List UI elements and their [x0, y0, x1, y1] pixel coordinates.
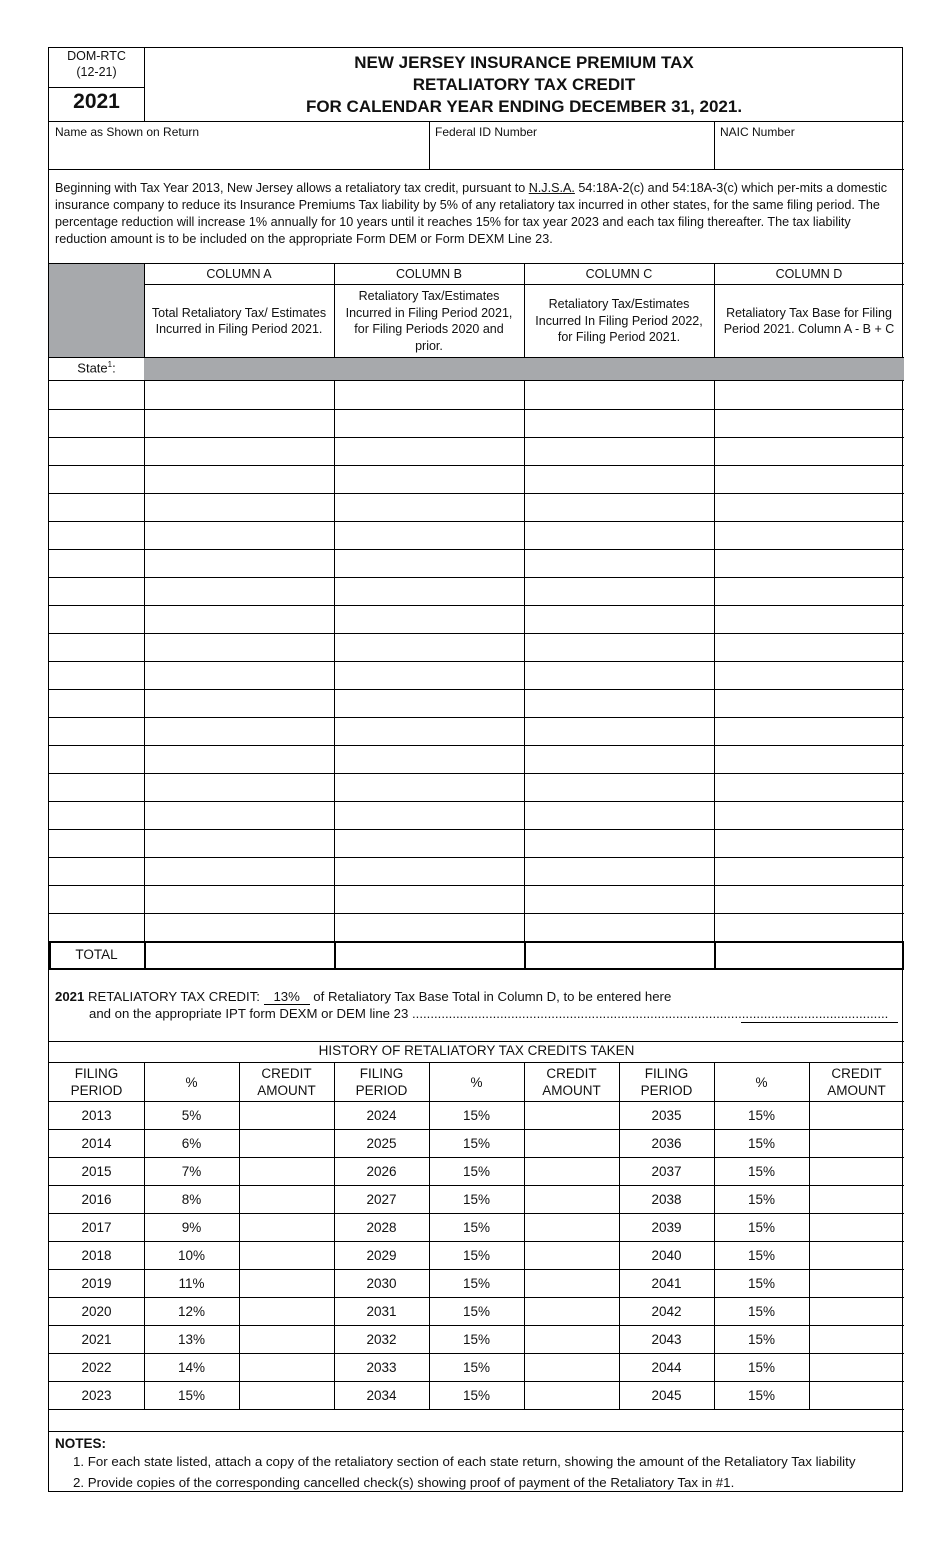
form-revision: (12-21) [76, 65, 117, 79]
filing-period-cell: 2026 [366, 1164, 397, 1179]
state-cell[interactable] [50, 885, 143, 912]
filing-period-cell: 2035 [651, 1108, 682, 1123]
filing-period-cell: 2044 [651, 1360, 682, 1375]
percent-cell: 15% [747, 1248, 776, 1263]
instructions-text-2: 54:18A-2(c) and 54:18A-3(c) which per-mits a domestic insurance company to reduce its Insurance Premiums Tax liability by 5% of any retaliatory tax incurred in other states, for the same filing period. The percentage reduction will increase 1% annually for 10 years until it reaches 15% for tax year 2023 and each tax filing thereafter. The tax liability reduction amount is to be included on the appropriate Form DEM or Form DEXM Line 23. [55, 181, 888, 246]
credit-amount-cell[interactable] [810, 1214, 903, 1241]
percent-cell: 7% [181, 1164, 202, 1179]
percent-cell: 9% [181, 1220, 202, 1235]
credit-amount-header: CREDIT AMOUNT [827, 1066, 886, 1098]
history-row-divider [49, 1409, 904, 1410]
amount-cell-d[interactable] [715, 633, 903, 660]
history-column-divider [334, 1062, 335, 1409]
amount-cell-a[interactable] [145, 577, 333, 604]
state-row [49, 689, 904, 717]
state-cell[interactable] [50, 801, 143, 828]
corner-shading [49, 264, 144, 357]
percent-cell: 15% [462, 1192, 491, 1207]
percent-cell: 15% [462, 1332, 491, 1347]
title-line-3: FOR CALENDAR YEAR ENDING DECEMBER 31, 2021. [305, 97, 743, 116]
credit-percent: 13% [264, 989, 310, 1005]
column-description-c: Retaliatory Tax/Estimates Incurred In Filing Period 2022, for Filing Period 2021. [535, 297, 703, 345]
filing-period-cell: 2036 [651, 1136, 682, 1151]
amount-cell-c[interactable] [525, 689, 713, 716]
state-row [49, 829, 904, 857]
state-cell[interactable] [50, 857, 143, 884]
amount-cell-a[interactable] [145, 913, 333, 940]
amount-cell-b[interactable] [335, 913, 523, 940]
amount-cell-b[interactable] [335, 577, 523, 604]
filing-period-cell: 2015 [81, 1164, 112, 1179]
amount-cell-b[interactable] [335, 745, 523, 772]
credit-amount-cell[interactable] [810, 1186, 903, 1213]
note-1: 1. For each state listed, attach a copy of the retaliatory section of each state return, showing the amount of the Retaliatory Tax liability [73, 1454, 856, 1469]
amount-cell-a[interactable] [145, 633, 333, 660]
credit-amount-cell[interactable] [240, 1130, 333, 1157]
state-row [49, 381, 904, 409]
total-cell-a[interactable] [147, 944, 331, 967]
column-heading-d: COLUMN D [775, 267, 843, 281]
form-title [144, 52, 904, 118]
state-cell[interactable] [50, 577, 143, 604]
filing-period-header: FILING PERIOD [70, 1066, 123, 1098]
form-dom-rtc [48, 47, 903, 1492]
percent-cell: 15% [747, 1220, 776, 1235]
amount-cell-b[interactable] [335, 437, 523, 464]
state-cell[interactable] [50, 409, 143, 436]
history-column-divider [619, 1062, 620, 1409]
amount-cell-c[interactable] [525, 717, 713, 744]
naic-label: NAIC Number [720, 125, 795, 139]
amount-cell-d[interactable] [715, 857, 903, 884]
state-cell[interactable] [50, 633, 143, 660]
title-line-2: RETALIATORY TAX CREDIT [412, 75, 636, 94]
credit-amount-cell[interactable] [525, 1130, 618, 1157]
credit-amount-field[interactable] [741, 1004, 898, 1023]
amount-cell-c[interactable] [525, 549, 713, 576]
amount-cell-b[interactable] [335, 661, 523, 688]
state-cell[interactable] [50, 913, 143, 940]
percent-cell: 15% [462, 1304, 491, 1319]
filing-period-cell: 2039 [651, 1220, 682, 1235]
amount-cell-b[interactable] [335, 605, 523, 632]
amount-cell-d[interactable] [715, 773, 903, 800]
history-column-divider [239, 1062, 240, 1409]
amount-cell-a[interactable] [145, 437, 333, 464]
filing-period-cell: 2025 [366, 1136, 397, 1151]
filing-period-cell: 2019 [81, 1276, 112, 1291]
statute-reference: N.J.S.A. [528, 181, 575, 195]
total-divider [334, 941, 336, 970]
filing-period-cell: 2040 [651, 1248, 682, 1263]
credit-amount-cell[interactable] [525, 1354, 618, 1381]
form-year: 2021 [73, 90, 120, 113]
credit-line [55, 988, 671, 1006]
amount-cell-c[interactable] [525, 409, 713, 436]
credit-line-2-text: and on the appropriate IPT form DEXM or DEM line 23 [89, 1006, 409, 1021]
amount-cell-a[interactable] [145, 857, 333, 884]
column-divider [334, 380, 335, 941]
filing-period-cell: 2041 [651, 1276, 682, 1291]
percent-cell: 15% [462, 1388, 491, 1403]
amount-cell-d[interactable] [715, 493, 903, 520]
amount-cell-d[interactable] [715, 661, 903, 688]
amount-cell-c[interactable] [525, 493, 713, 520]
percent-cell: 15% [747, 1192, 776, 1207]
column-heading-a: COLUMN A [206, 267, 272, 281]
instructions-text-1: Beginning with Tax Year 2013, New Jersey allows a retaliatory tax credit, pursuant to [55, 181, 529, 195]
percent-cell: 15% [747, 1388, 776, 1403]
credit-amount-cell[interactable] [240, 1186, 333, 1213]
filing-period-cell: 2032 [366, 1332, 397, 1347]
filing-period-cell: 2013 [81, 1108, 112, 1123]
percent-header: % [755, 1074, 768, 1090]
column-divider [524, 263, 525, 357]
amount-cell-b[interactable] [335, 717, 523, 744]
credit-amount-cell[interactable] [810, 1158, 903, 1185]
credit-amount-cell[interactable] [810, 1326, 903, 1353]
amount-cell-b[interactable] [335, 549, 523, 576]
filing-period-cell: 2034 [366, 1388, 397, 1403]
credit-amount-cell[interactable] [810, 1130, 903, 1157]
state-cell[interactable] [50, 661, 143, 688]
amount-cell-d[interactable] [715, 577, 903, 604]
fein-label: Federal ID Number [435, 125, 538, 139]
filing-period-header: FILING PERIOD [640, 1066, 693, 1098]
amount-cell-a[interactable] [145, 689, 333, 716]
amount-cell-c[interactable] [525, 605, 713, 632]
credit-amount-cell[interactable] [525, 1242, 618, 1269]
credit-amount-cell[interactable] [240, 1326, 333, 1353]
state-row [49, 409, 904, 437]
state-cell[interactable] [50, 493, 143, 520]
state-cell[interactable] [50, 829, 143, 856]
credit-amount-cell[interactable] [525, 1186, 618, 1213]
amount-cell-c[interactable] [525, 857, 713, 884]
filing-period-cell: 2016 [81, 1192, 112, 1207]
name-label: Name as Shown on Return [55, 125, 200, 139]
history-column-divider [144, 1062, 145, 1409]
amount-cell-d[interactable] [715, 381, 903, 408]
amount-cell-a[interactable] [145, 521, 333, 548]
form-id-block [49, 48, 144, 80]
amount-cell-c[interactable] [525, 381, 713, 408]
credit-amount-cell[interactable] [525, 1214, 618, 1241]
column-heading-c: COLUMN C [585, 267, 653, 281]
amount-cell-c[interactable] [525, 521, 713, 548]
percent-cell: 15% [177, 1388, 206, 1403]
amount-cell-a[interactable] [145, 493, 333, 520]
amount-cell-d[interactable] [715, 465, 903, 492]
credit-amount-cell[interactable] [240, 1158, 333, 1185]
amount-cell-c[interactable] [525, 437, 713, 464]
state-row [49, 633, 904, 661]
filing-period-header: FILING PERIOD [355, 1066, 408, 1098]
credit-amount-cell[interactable] [810, 1382, 903, 1409]
percent-cell: 15% [747, 1136, 776, 1151]
credit-amount-cell[interactable] [810, 1354, 903, 1381]
amount-cell-d[interactable] [715, 521, 903, 548]
percent-cell: 15% [462, 1136, 491, 1151]
column-description-b: Retaliatory Tax/Estimates Incurred in Filing Period 2021, for Filing Periods 2020 and prior. [345, 289, 513, 353]
state-cell[interactable] [50, 549, 143, 576]
amount-cell-b[interactable] [335, 465, 523, 492]
filing-period-cell: 2042 [651, 1304, 682, 1319]
amount-cell-a[interactable] [145, 829, 333, 856]
percent-cell: 15% [462, 1248, 491, 1263]
amount-cell-d[interactable] [715, 829, 903, 856]
credit-amount-header: CREDIT AMOUNT [257, 1066, 316, 1098]
credit-amount-cell[interactable] [240, 1270, 333, 1297]
form-id: DOM-RTC [67, 49, 126, 63]
column-divider [334, 263, 335, 357]
amount-cell-b[interactable] [335, 521, 523, 548]
state-cell[interactable] [50, 381, 143, 408]
column-description-d: Retaliatory Tax Base for Filing Period 2021. Column A - B + C [723, 305, 895, 336]
state-row [49, 717, 904, 745]
amount-cell-d[interactable] [715, 801, 903, 828]
column-heading-b: COLUMN B [396, 267, 462, 281]
state-cell[interactable] [50, 717, 143, 744]
amount-cell-b[interactable] [335, 857, 523, 884]
column-divider [144, 263, 145, 357]
percent-cell: 15% [747, 1164, 776, 1179]
amount-cell-c[interactable] [525, 745, 713, 772]
state-cell[interactable] [50, 773, 143, 800]
amount-cell-a[interactable] [145, 409, 333, 436]
filing-period-cell: 2043 [651, 1332, 682, 1347]
credit-amount-cell[interactable] [525, 1326, 618, 1353]
credit-amount-cell[interactable] [525, 1270, 618, 1297]
amount-cell-a[interactable] [145, 745, 333, 772]
credit-amount-cell[interactable] [810, 1242, 903, 1269]
history-column-divider [429, 1062, 430, 1409]
state-row [49, 857, 904, 885]
amount-cell-d[interactable] [715, 689, 903, 716]
amount-cell-c[interactable] [525, 885, 713, 912]
credit-amount-cell[interactable] [240, 1242, 333, 1269]
credit-amount-header: CREDIT AMOUNT [542, 1066, 601, 1098]
instructions-paragraph [55, 180, 900, 248]
percent-cell: 8% [181, 1192, 202, 1207]
state-row [49, 493, 904, 521]
credit-amount-cell[interactable] [525, 1102, 618, 1129]
credit-suffix: of Retaliatory Tax Base Total in Column D, to be entered here [309, 989, 672, 1004]
filing-period-cell: 2037 [651, 1164, 682, 1179]
total-cell-c[interactable] [527, 944, 711, 967]
state-row [49, 801, 904, 829]
amount-cell-b[interactable] [335, 773, 523, 800]
history-column-divider [809, 1062, 810, 1409]
amount-cell-b[interactable] [335, 633, 523, 660]
filing-period-cell: 2023 [81, 1388, 112, 1403]
dot-leader: .................................................................................................................................. [412, 1006, 889, 1021]
percent-cell: 12% [177, 1304, 206, 1319]
amount-cell-d[interactable] [715, 605, 903, 632]
amount-cell-a[interactable] [145, 381, 333, 408]
filing-period-cell: 2029 [366, 1248, 397, 1263]
credit-amount-cell[interactable] [240, 1354, 333, 1381]
total-cell-b[interactable] [337, 944, 521, 967]
percent-cell: 15% [462, 1220, 491, 1235]
amount-cell-a[interactable] [145, 801, 333, 828]
credit-amount-cell[interactable] [525, 1382, 618, 1409]
percent-cell: 15% [747, 1360, 776, 1375]
percent-cell: 15% [462, 1108, 491, 1123]
state-row [49, 577, 904, 605]
amount-cell-a[interactable] [145, 605, 333, 632]
state-row [49, 605, 904, 633]
amount-cell-a[interactable] [145, 717, 333, 744]
total-divider [144, 941, 146, 970]
percent-cell: 15% [747, 1108, 776, 1123]
state-row [49, 549, 904, 577]
percent-cell: 13% [177, 1332, 206, 1347]
filing-period-cell: 2027 [366, 1192, 397, 1207]
state-row [49, 885, 904, 913]
amount-cell-d[interactable] [715, 437, 903, 464]
state-row [49, 465, 904, 493]
amount-cell-b[interactable] [335, 409, 523, 436]
amount-cell-d[interactable] [715, 549, 903, 576]
percent-cell: 14% [177, 1360, 206, 1375]
state-row [49, 521, 904, 549]
filing-period-cell: 2028 [366, 1220, 397, 1235]
state-column-label: State$^1$: [77, 360, 116, 376]
amount-cell-a[interactable] [145, 465, 333, 492]
credit-line-2 [89, 1006, 889, 1024]
percent-header: % [185, 1074, 198, 1090]
amount-cell-a[interactable] [145, 549, 333, 576]
state-cell[interactable] [50, 521, 143, 548]
filing-period-cell: 2014 [81, 1136, 112, 1151]
history-column-divider [524, 1062, 525, 1409]
amount-cell-d[interactable] [715, 913, 903, 940]
filing-period-cell: 2030 [366, 1276, 397, 1291]
amount-cell-a[interactable] [145, 885, 333, 912]
filing-period-cell: 2031 [366, 1304, 397, 1319]
filing-period-cell: 2022 [81, 1360, 112, 1375]
state-row [49, 661, 904, 689]
percent-cell: 15% [747, 1332, 776, 1347]
amount-cell-b[interactable] [335, 885, 523, 912]
amount-cell-c[interactable] [525, 773, 713, 800]
amount-cell-b[interactable] [335, 801, 523, 828]
amount-cell-b[interactable] [335, 381, 523, 408]
column-divider [714, 263, 715, 357]
amount-cell-d[interactable] [715, 717, 903, 744]
percent-cell: 5% [181, 1108, 202, 1123]
amount-cell-b[interactable] [335, 829, 523, 856]
total-cell-d[interactable] [717, 944, 901, 967]
filing-period-cell: 2020 [81, 1304, 112, 1319]
state-row [49, 773, 904, 801]
state-row [49, 437, 904, 465]
name-field[interactable] [49, 143, 429, 168]
credit-amount-cell[interactable] [810, 1102, 903, 1129]
total-label: TOTAL [75, 947, 118, 962]
note-2: 2. Provide copies of the corresponding cancelled check(s) showing proof of payment of the Retaliatory Tax in #1. [73, 1475, 735, 1490]
filing-period-cell: 2021 [81, 1332, 112, 1347]
amount-cell-c[interactable] [525, 801, 713, 828]
percent-cell: 6% [181, 1136, 202, 1151]
state-row [49, 913, 904, 941]
total-divider [714, 941, 716, 970]
state-cell[interactable] [50, 465, 143, 492]
column-divider [524, 380, 525, 941]
state-cell[interactable] [50, 689, 143, 716]
history-title: HISTORY OF RETALIATORY TAX CREDITS TAKEN [318, 1043, 635, 1058]
amount-cell-c[interactable] [525, 577, 713, 604]
amount-cell-a[interactable] [145, 773, 333, 800]
percent-cell: 11% [178, 1276, 205, 1291]
credit-amount-cell[interactable] [240, 1298, 333, 1325]
credit-amount-cell[interactable] [525, 1298, 618, 1325]
percent-cell: 15% [747, 1304, 776, 1319]
amount-cell-c[interactable] [525, 913, 713, 940]
amount-cell-b[interactable] [335, 689, 523, 716]
column-description-a: Total Retaliatory Tax/ Estimates Incurred in Filing Period 2021. [151, 305, 327, 336]
filing-period-cell: 2017 [81, 1220, 112, 1235]
filing-period-cell: 2045 [651, 1388, 682, 1403]
credit-amount-cell[interactable] [810, 1270, 903, 1297]
filing-period-cell: 2038 [651, 1192, 682, 1207]
naic-field[interactable] [715, 143, 903, 168]
percent-cell: 15% [747, 1276, 776, 1291]
credit-amount-cell[interactable] [240, 1214, 333, 1241]
filing-period-cell: 2033 [366, 1360, 397, 1375]
history-column-divider [714, 1062, 715, 1409]
amount-cell-c[interactable] [525, 465, 713, 492]
amount-cell-d[interactable] [715, 745, 903, 772]
amount-cell-d[interactable] [715, 409, 903, 436]
credit-amount-cell[interactable] [240, 1382, 333, 1409]
column-divider [144, 380, 145, 941]
amount-cell-c[interactable] [525, 661, 713, 688]
credit-amount-cell[interactable] [525, 1158, 618, 1185]
credit-year: 2021 [55, 989, 85, 1004]
title-line-1: NEW JERSEY INSURANCE PREMIUM TAX [354, 53, 694, 72]
amount-cell-c[interactable] [525, 829, 713, 856]
credit-amount-cell[interactable] [240, 1102, 333, 1129]
amount-cell-b[interactable] [335, 493, 523, 520]
column-divider [714, 380, 715, 941]
credit-amount-cell[interactable] [810, 1298, 903, 1325]
percent-cell: 15% [462, 1276, 491, 1291]
amount-cell-a[interactable] [145, 661, 333, 688]
fein-field[interactable] [430, 143, 714, 168]
amount-cell-d[interactable] [715, 885, 903, 912]
state-cell[interactable] [50, 745, 143, 772]
percent-cell: 10% [177, 1248, 206, 1263]
filing-period-cell: 2018 [81, 1248, 112, 1263]
total-divider [524, 941, 526, 970]
filing-period-cell: 2024 [366, 1108, 397, 1123]
state-cell[interactable] [50, 437, 143, 464]
notes-title: NOTES: [55, 1436, 107, 1451]
percent-cell: 15% [462, 1360, 491, 1375]
percent-header: % [470, 1074, 483, 1090]
amount-cell-c[interactable] [525, 633, 713, 660]
percent-cell: 15% [462, 1164, 491, 1179]
state-row [49, 745, 904, 773]
state-cell[interactable] [50, 605, 143, 632]
credit-prefix: RETALIATORY TAX CREDIT: [84, 989, 264, 1004]
state-row-shading [144, 358, 904, 380]
